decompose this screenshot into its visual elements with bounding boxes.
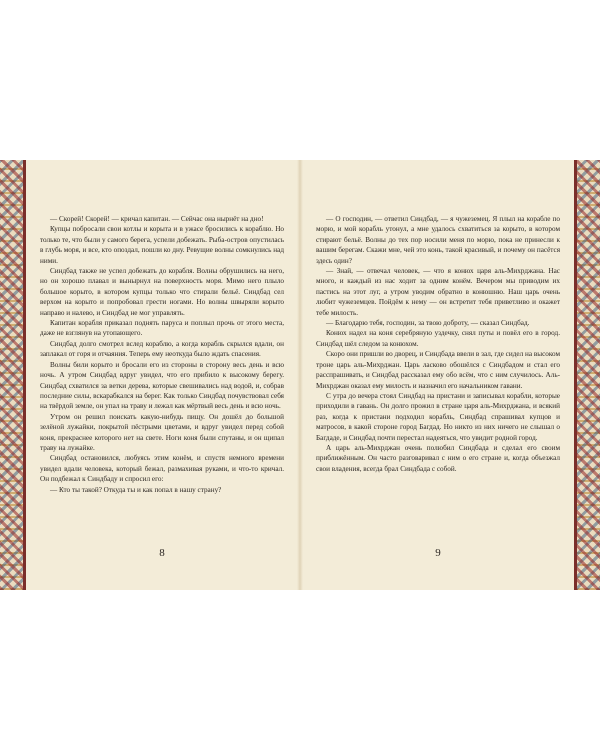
paragraph: Купцы побросали свои котлы и корыта и в ужасе бросились к кораблю. Но только те, что были у самого берега, успели добежать. Рыба-остров опустилась в глубь моря, и все, кто опоздал, пошли ко дну. Ревущие волны сомкнулись над ними. (40, 225, 284, 265)
paragraph: Волны били корыто и бросали его из стороны в сторону весь день и всю ночь. А утром Синдбад вдруг увидел, что его прибило к высокому берегу. Синдбад схватился за ветки дерева, которые свешивались над водой, и, собрав последние силы, вскарабкался на берег. Как только Синдбад почувствовал себя на твёрдой земле, он упал на траву и лежал как мёртвый весь день и всю ночь. (40, 360, 284, 411)
page-number-left: 8 (159, 547, 165, 559)
paragraph: Утром он решил поискать какую-нибудь пищу. Он дошёл до большой зелёной лужайки, покрытой пёстрыми цветами, и вдруг увидел перед собой коня, прекраснее которого нет на свете. Ноги коня были спутаны, и он щипал траву на лужайке. (40, 412, 284, 452)
paragraph: Капитан корабля приказал поднять паруса и поплыл прочь от этого места, даже не взглянув на утопающего. (40, 319, 284, 338)
paragraph: — Знай, — отвечал человек, — что я конюх царя аль-Михрджана. Нас много, и каждый из нас ходит за одним конём. Вечером мы приводим их пастись на этот луг, а утром уводим обратно в конюшню. Наш царь очень любит чужеземцев. Пойдём к нему — он встретит тебя приветливо и окажет тебе милость. (316, 267, 560, 317)
paragraph: — Кто ты такой? Откуда ты и как попал в нашу страну? (50, 485, 222, 494)
paragraph: Синдбад также не успел добежать до корабля. Волны обрушились на него, но он хорошо плавал и вынырнул на поверхность моря. Мимо него плыло большое корыто, в котором купцы только что стирали бельё. Синдбад сел верхом на корыто и попробовал грести ногами. Но волны швыряли корыто направо и налево, и Синдбад не мог управлять. (40, 267, 284, 317)
paragraph: Конюх надел на коня серебряную уздечку, снял путы и повёл его в город. Синдбад шёл следом за конюхом. (316, 329, 560, 348)
right-page-text (316, 214, 560, 474)
left-page-text (40, 214, 284, 495)
paragraph: Скоро они пришли во дворец, и Синдбада ввели в зал, где сидел на высоком троне царь аль-Михрджан. Царь ласково обошёлся с Синдбадом и стал его расспрашивать, и Синдбад рассказал ему обо всём, что с ним случилось. Аль-Михрджан оказал ему милость и назначил его начальником гавани. (316, 350, 560, 390)
paragraph: — Скорей! Скорей! — кричал капитан. — Сейчас она нырнёт на дно! (50, 215, 264, 223)
ornamental-border-right (574, 160, 600, 590)
page-number-right: 9 (435, 547, 441, 559)
paragraph: — О господин, — ответил Синдбад, — я чужеземец. Я плыл на корабле по морю, и мой корабль утонул, а мне удалось схватиться за корыто, в котором стирают бельё. Волны до тех пор носили меня по морю, пока не принесли к вашим берегам. Скажи мне, чей это конь, такой красивый, и почему он пасётся здесь один? (316, 215, 560, 265)
paragraph: Синдбад остановился, любуясь этим конём, и спустя немного времени увидел вдали человека, который бежал, размахивая руками, и что-то кричал. Он подбежал к Синдбаду и спросил его: (40, 454, 284, 484)
book-spread (0, 160, 600, 590)
paragraph: С утра до вечера стоял Синдбад на пристани и записывал корабли, которые приходили в гавань. Он долго прожил в стране царя аль-Михрджана, и всякий раз, когда к пристани подходил корабль, Синдбад спрашивал купцов и матросов, в какой стороне город Багдад. Но никто из них ничего не слышал о Багдаде, и Синдбад почти перестал надеяться, что увидит родной город. (316, 391, 560, 442)
paragraph: Синдбад долго смотрел вслед кораблю, а когда корабль скрылся вдали, он заплакал от горя и отчаяния. Теперь ему неоткуда было ждать спасения. (40, 339, 284, 359)
paragraph: — Благодарю тебя, господин, за твою доброту, — сказал Синдбад. (326, 319, 530, 328)
paragraph: А царь аль-Михрджан очень полюбил Синдбада и сделал его своим приближённым. Он часто разговаривал с ним о его стране и, когда объезжал свои владения, всегда брал Синдбада с собой. (316, 443, 560, 473)
ornamental-border-left (0, 160, 26, 590)
book-gutter (297, 160, 303, 590)
